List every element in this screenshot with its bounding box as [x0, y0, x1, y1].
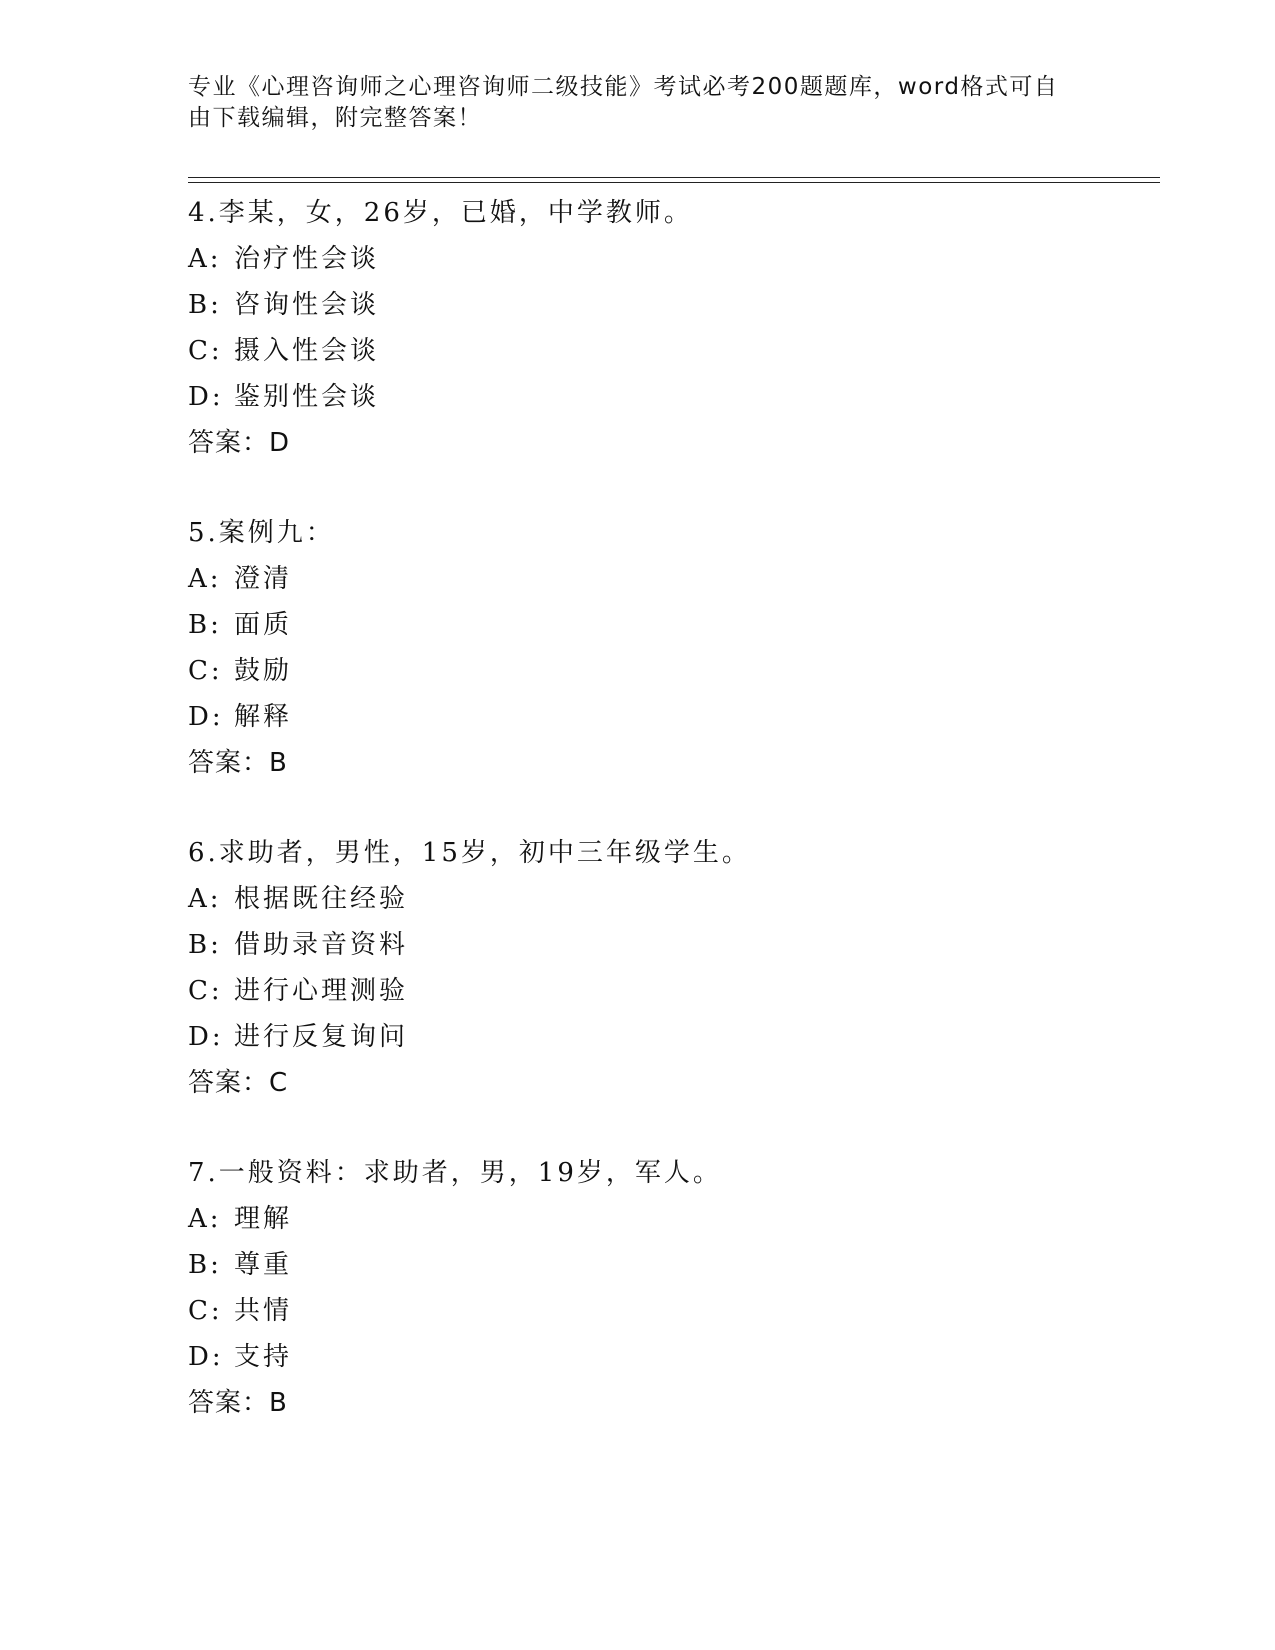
option-text: 澄清 — [234, 564, 293, 594]
option-text: 支持 — [234, 1342, 293, 1372]
option-letter: A: — [188, 1204, 222, 1234]
option-text: 根据既往经验 — [234, 884, 409, 914]
option-text: 治疗性会谈 — [234, 244, 380, 274]
answer-line: 答案：C — [188, 1068, 289, 1098]
question-block — [188, 1150, 1148, 1426]
question-block — [188, 510, 1148, 786]
option-text: 面质 — [234, 610, 293, 640]
option-d — [188, 1014, 1148, 1060]
question-block — [188, 190, 1148, 466]
header-divider-bottom — [188, 182, 1160, 183]
option-c — [188, 328, 1148, 374]
option-text: 解释 — [234, 702, 293, 732]
option-letter: A: — [188, 564, 222, 594]
option-letter: B: — [188, 930, 222, 960]
question-stem: 7.一般资料：求助者，男，19岁，军人。 — [188, 1158, 722, 1188]
answer-line: 答案：D — [188, 428, 291, 458]
option-c — [188, 648, 1148, 694]
option-text: 理解 — [234, 1204, 293, 1234]
option-a — [188, 236, 1148, 282]
option-letter: A: — [188, 244, 222, 274]
option-letter: C: — [188, 976, 223, 1006]
option-letter: D: — [188, 382, 224, 412]
option-a — [188, 876, 1148, 922]
option-a — [188, 1196, 1148, 1242]
option-text: 摄入性会谈 — [234, 336, 380, 366]
option-text: 咨询性会谈 — [234, 290, 380, 320]
option-letter: D: — [188, 702, 224, 732]
answer-line: 答案：B — [188, 1388, 288, 1418]
header-divider-top — [188, 177, 1160, 178]
option-text: 进行心理测验 — [234, 976, 409, 1006]
option-letter: D: — [188, 1022, 224, 1052]
option-a — [188, 556, 1148, 602]
option-b — [188, 1242, 1148, 1288]
question-stem: 6.求助者，男性，15岁，初中三年级学生。 — [188, 838, 751, 868]
option-b — [188, 282, 1148, 328]
option-letter: D: — [188, 1342, 224, 1372]
option-text: 鼓励 — [234, 656, 293, 686]
option-c — [188, 968, 1148, 1014]
option-letter: C: — [188, 336, 223, 366]
question-block — [188, 830, 1148, 1106]
option-letter: B: — [188, 290, 222, 320]
option-b — [188, 602, 1148, 648]
question-stem: 4.李某，女，26岁，已婚，中学教师。 — [188, 198, 693, 228]
option-d — [188, 1334, 1148, 1380]
answer-line: 答案：B — [188, 748, 288, 778]
option-text: 鉴别性会谈 — [234, 382, 380, 412]
option-b — [188, 922, 1148, 968]
option-letter: C: — [188, 1296, 223, 1326]
option-d — [188, 374, 1148, 420]
header-line-2: 由下载编辑，附完整答案！ — [188, 105, 482, 131]
option-letter: A: — [188, 884, 222, 914]
option-text: 共情 — [234, 1296, 293, 1326]
option-text: 借助录音资料 — [234, 930, 409, 960]
option-c — [188, 1288, 1148, 1334]
option-letter: B: — [188, 1250, 222, 1280]
question-stem: 5.案例九： — [188, 518, 335, 548]
document-header — [188, 72, 1088, 134]
option-letter: C: — [188, 656, 223, 686]
option-text: 进行反复询问 — [234, 1022, 409, 1052]
option-text: 尊重 — [234, 1250, 293, 1280]
option-letter: B: — [188, 610, 222, 640]
option-d — [188, 694, 1148, 740]
header-line-1: 专业《心理咨询师之心理咨询师二级技能》考试必考200题题库，word格式可自 — [188, 74, 1059, 100]
